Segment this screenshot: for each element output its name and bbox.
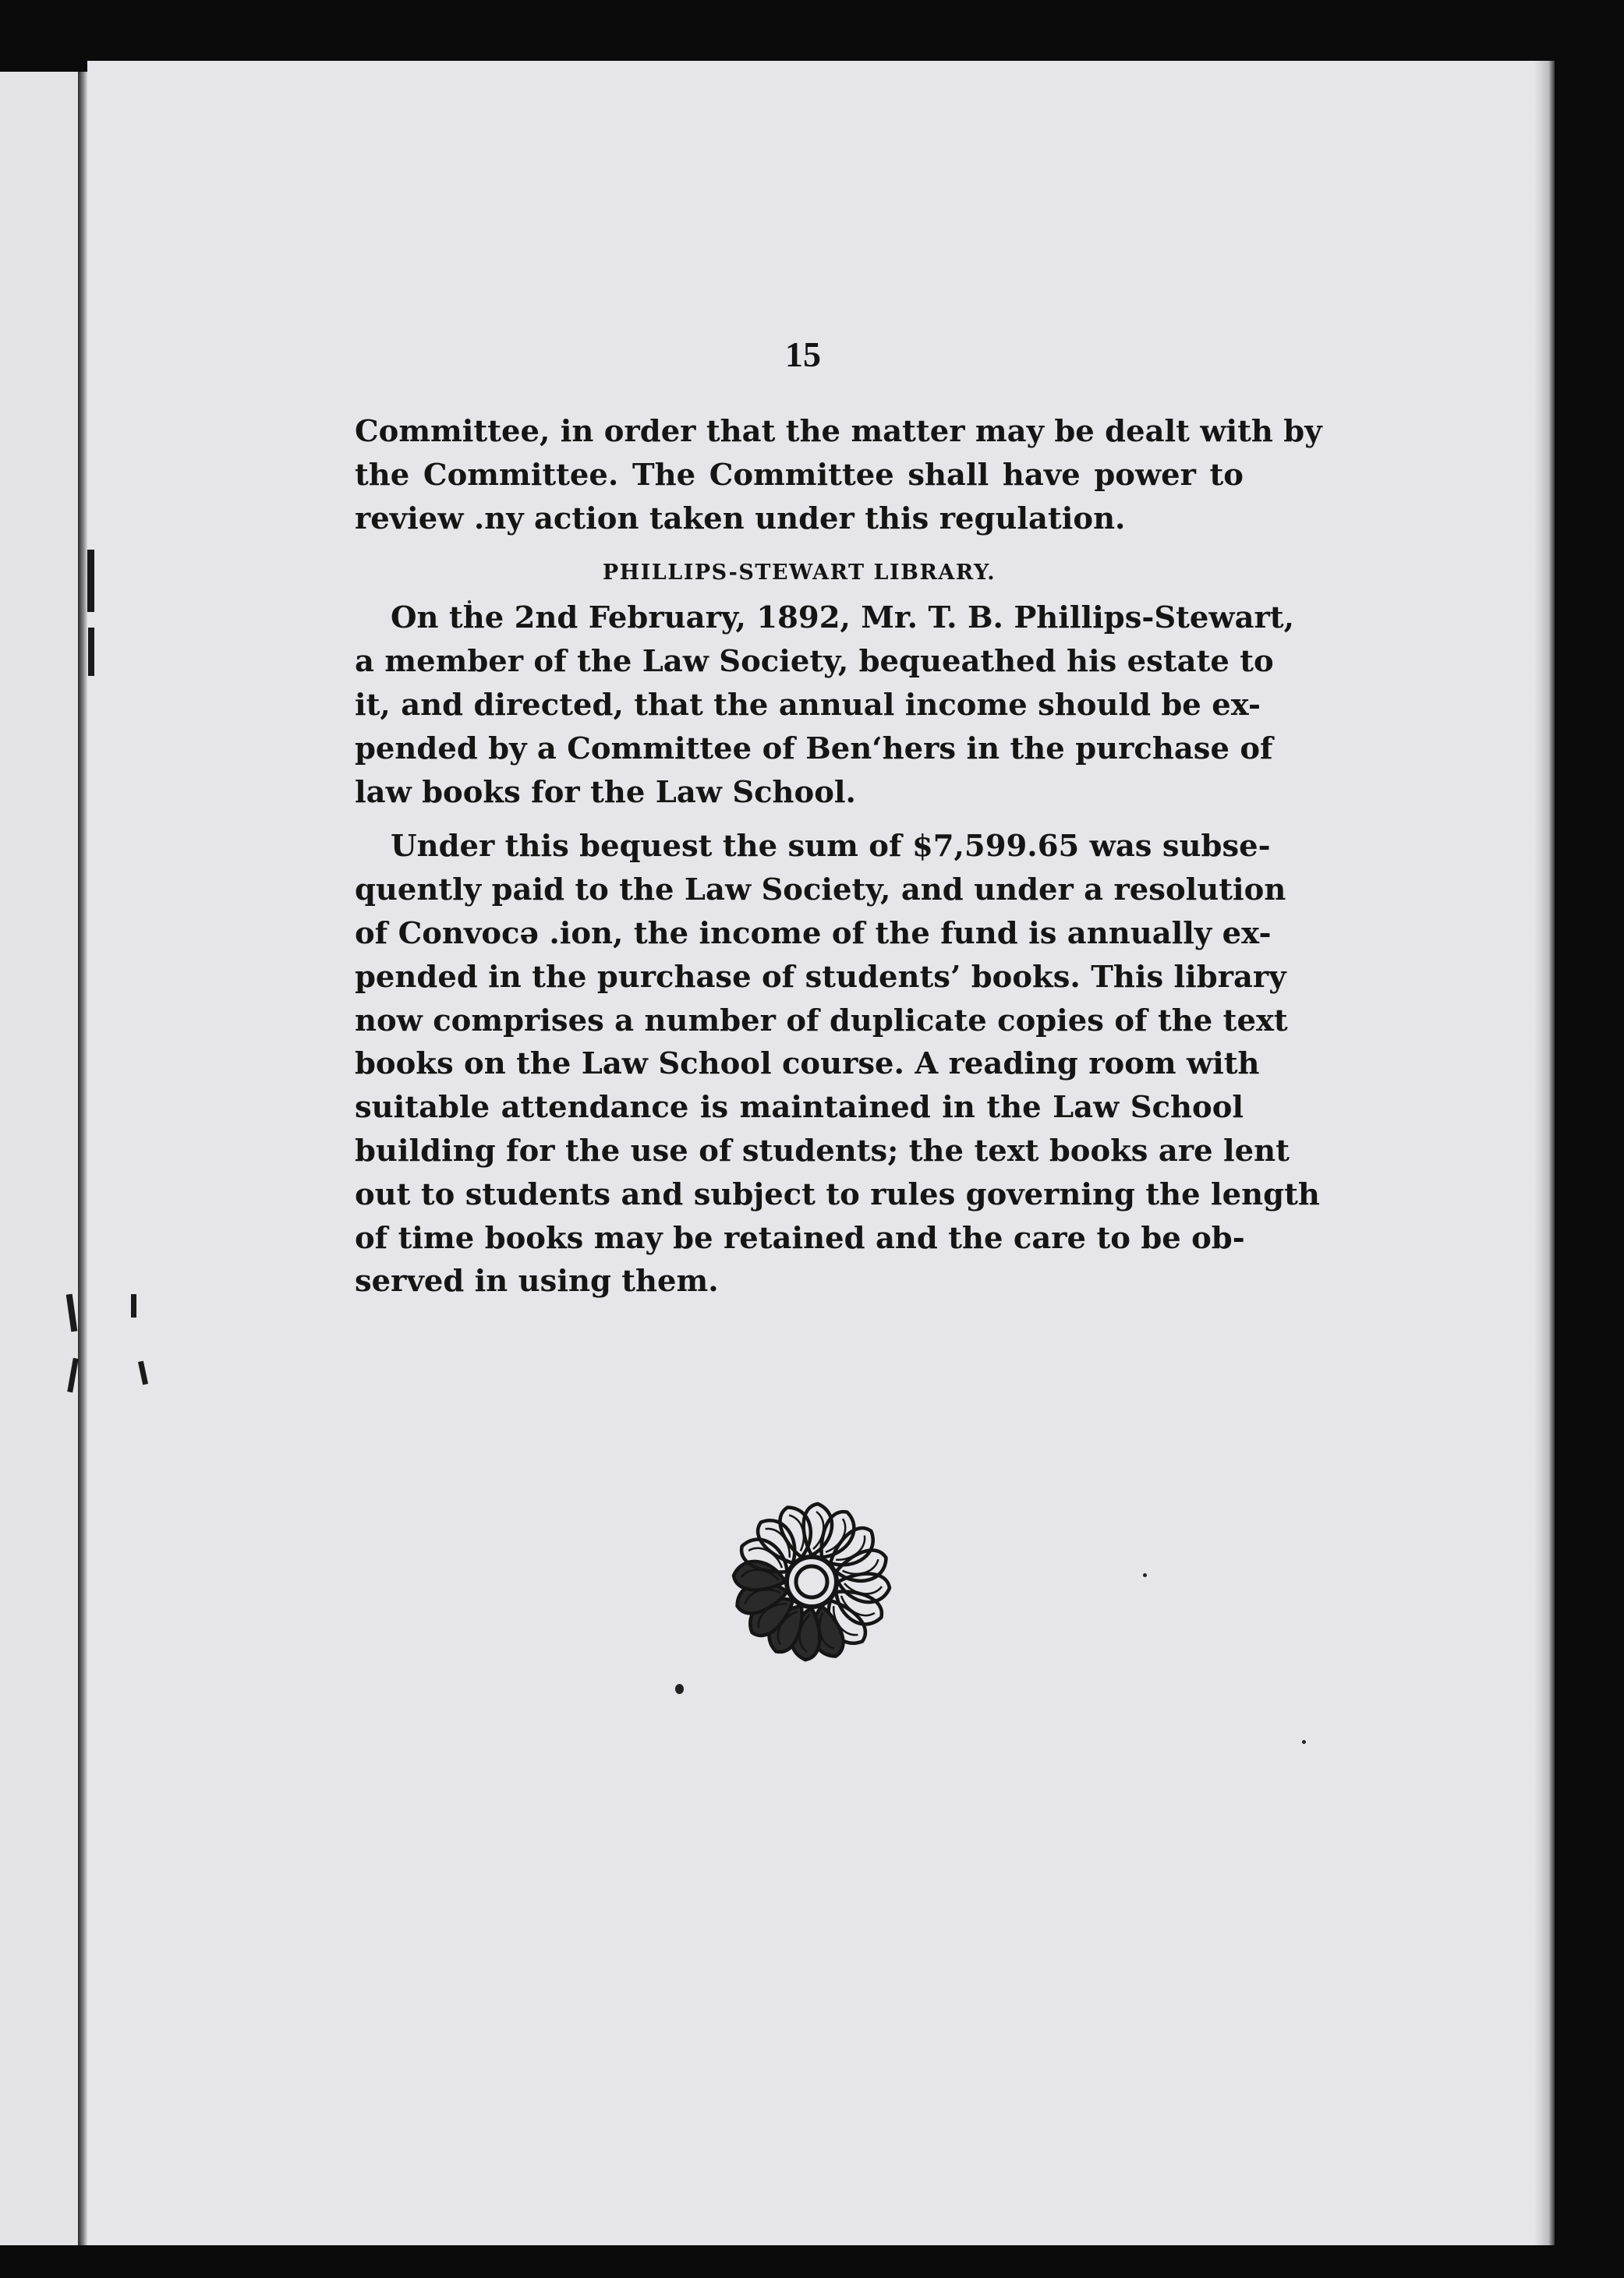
text-line: Under this bequest the sum of $7,599.65 was subse-	[391, 829, 1271, 865]
text-line: pended by a Committee of Ben‘hers in the purchase of	[355, 730, 1273, 766]
continuation-paragraph	[355, 410, 1322, 540]
text-line: pended in the purchase of students’ books. This library	[355, 959, 1286, 995]
body-text	[355, 410, 1322, 1303]
margin-mark	[88, 628, 94, 676]
page-number: 15	[785, 334, 821, 374]
text-line: Committee, in order that the matter may be dealt with by	[355, 414, 1322, 449]
paper-speck	[1143, 1573, 1147, 1577]
text-line: building for the use of students; the text books are lent	[355, 1133, 1290, 1169]
margin-mark	[87, 550, 94, 612]
text-line: suitable attendance is maintained in the Law School	[355, 1090, 1244, 1126]
text-line: On the 2nd February, 1892, Mr. T. B. Phillips-Stewart,	[391, 600, 1294, 636]
rosette-ornament-icon	[727, 1497, 897, 1667]
text-line: served in using them.	[355, 1264, 719, 1300]
text-line: it, and directed, that the annual income should be ex-	[355, 687, 1261, 723]
text-line: books on the Law School course. A reading room with	[355, 1046, 1260, 1082]
text-line: law books for the Law School.	[355, 774, 856, 810]
text-line: out to students and subject to rules governing the length	[355, 1176, 1320, 1212]
facing-page-edge	[0, 72, 87, 2245]
margin-mark	[131, 1294, 136, 1318]
text-line: of time books may be retained and the care to be ob-	[355, 1220, 1245, 1256]
text-line: of Convocə .ion, the income of the fund is annually ex-	[355, 915, 1272, 951]
text-line: review ․ny action taken under this regulation.	[355, 501, 1126, 536]
page-right-edge	[1534, 61, 1555, 2245]
text-line: the Committee. The Committee shall have power to	[355, 457, 1244, 493]
section-heading: PHILLIPS-STEWART LIBRARY.	[602, 561, 996, 585]
text-line: now comprises a number of duplicate copies of the text	[355, 1003, 1288, 1038]
paragraph-bequest	[355, 596, 1294, 814]
paragraph-library	[355, 825, 1320, 1303]
text-line: a member of the Law Society, bequeathed his estate to	[355, 644, 1274, 680]
text-line: quently paid to the Law Society, and under a resolution	[355, 872, 1286, 908]
paper-speck	[675, 1684, 684, 1694]
paper-speck	[1302, 1740, 1306, 1744]
book-gutter	[78, 72, 87, 2245]
